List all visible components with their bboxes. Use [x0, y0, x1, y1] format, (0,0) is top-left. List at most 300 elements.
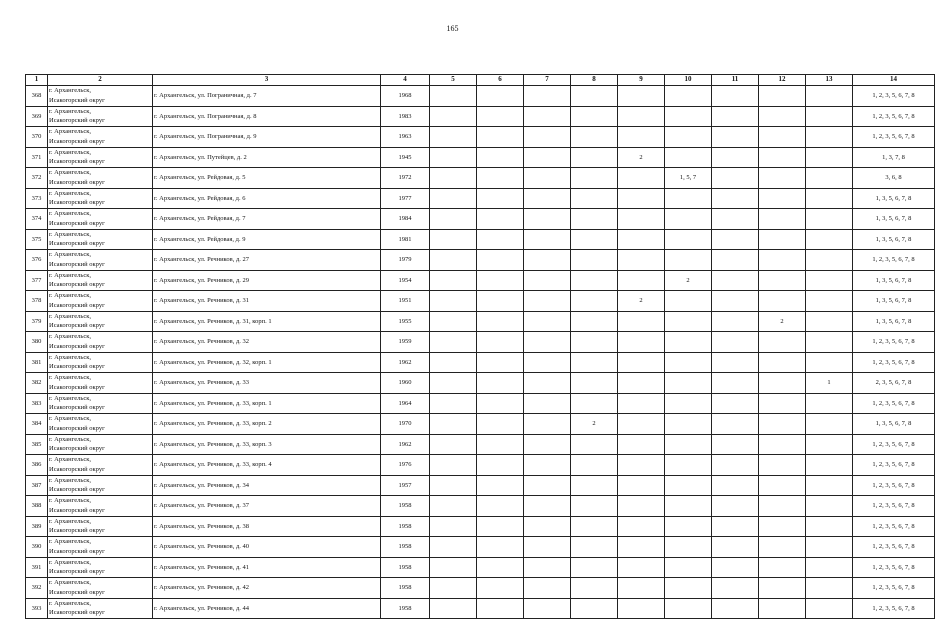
- value-cell-13: [806, 496, 853, 517]
- value-cell-10: [665, 434, 712, 455]
- value-cell-13: [806, 86, 853, 107]
- value-cell-11: [712, 106, 759, 127]
- value-cell-10: [665, 127, 712, 148]
- table-row: [26, 414, 935, 435]
- location-city: г. Архангельск,: [49, 292, 91, 300]
- value-cell-7: [524, 147, 571, 168]
- location-cell: [48, 537, 153, 558]
- value-cell-5: [430, 373, 477, 394]
- measures-cell: 1, 2, 3, 5, 6, 7, 8: [853, 127, 935, 148]
- row-number-cell: 384: [26, 414, 48, 435]
- table-row: [26, 352, 935, 373]
- column-header-12: 12: [759, 75, 806, 86]
- row-number-cell: 375: [26, 229, 48, 250]
- location-city: г. Архангельск,: [49, 497, 91, 505]
- value-cell-7: [524, 209, 571, 230]
- value-cell-12: [759, 332, 806, 353]
- table-row: [26, 475, 935, 496]
- address-cell: г. Архангельск, ул. Путейцев, д. 2: [153, 147, 381, 168]
- value-cell-13: [806, 209, 853, 230]
- location-district: Исакогорский округ: [49, 465, 105, 473]
- value-cell-5: [430, 147, 477, 168]
- value-cell-9: [618, 557, 665, 578]
- address-cell: г. Архангельск, ул. Речников, д. 44: [153, 598, 381, 619]
- measures-cell: 1, 2, 3, 5, 6, 7, 8: [853, 352, 935, 373]
- value-cell-7: [524, 414, 571, 435]
- value-cell-10: [665, 414, 712, 435]
- value-cell-11: [712, 86, 759, 107]
- value-cell-5: [430, 250, 477, 271]
- value-cell-7: [524, 496, 571, 517]
- address-cell: г. Архангельск, ул. Речников, д. 32, корп. 1: [153, 352, 381, 373]
- row-number-cell: 386: [26, 455, 48, 476]
- value-cell-5: [430, 291, 477, 312]
- column-header-14: 14: [853, 75, 935, 86]
- location-cell: [48, 250, 153, 271]
- table-row: [26, 578, 935, 599]
- value-cell-12: [759, 209, 806, 230]
- row-number-cell: 377: [26, 270, 48, 291]
- value-cell-6: [477, 475, 524, 496]
- row-number-cell: 380: [26, 332, 48, 353]
- table-row: [26, 291, 935, 312]
- value-cell-12: [759, 598, 806, 619]
- value-cell-5: [430, 455, 477, 476]
- column-header-9: 9: [618, 75, 665, 86]
- value-cell-10: [665, 106, 712, 127]
- value-cell-5: [430, 86, 477, 107]
- row-number-cell: 390: [26, 537, 48, 558]
- location-city: г. Архангельск,: [49, 435, 91, 443]
- value-cell-7: [524, 168, 571, 189]
- value-cell-10: 2: [665, 270, 712, 291]
- address-cell: г. Архангельск, ул. Пограничная, д. 7: [153, 86, 381, 107]
- value-cell-13: [806, 393, 853, 414]
- table-row: [26, 434, 935, 455]
- year-cell: 1976: [381, 455, 430, 476]
- location-district: Исакогорский округ: [49, 260, 105, 268]
- table-row: [26, 455, 935, 476]
- location-city: г. Архангельск,: [49, 210, 91, 218]
- value-cell-5: [430, 537, 477, 558]
- location-district: Исакогорский округ: [49, 588, 105, 596]
- year-cell: 1958: [381, 557, 430, 578]
- value-cell-5: [430, 106, 477, 127]
- location-city: г. Архангельск,: [49, 538, 91, 546]
- value-cell-11: [712, 557, 759, 578]
- value-cell-12: [759, 291, 806, 312]
- value-cell-10: [665, 291, 712, 312]
- value-cell-13: [806, 537, 853, 558]
- value-cell-6: [477, 270, 524, 291]
- address-cell: г. Архангельск, ул. Пограничная, д. 9: [153, 127, 381, 148]
- value-cell-13: [806, 414, 853, 435]
- value-cell-7: [524, 475, 571, 496]
- value-cell-5: [430, 127, 477, 148]
- column-header-4: 4: [381, 75, 430, 86]
- column-header-13: 13: [806, 75, 853, 86]
- value-cell-7: [524, 352, 571, 373]
- value-cell-9: [618, 414, 665, 435]
- location-city: г. Архангельск,: [49, 353, 91, 361]
- value-cell-10: [665, 311, 712, 332]
- location-city: г. Архангельск,: [49, 333, 91, 341]
- value-cell-7: [524, 557, 571, 578]
- value-cell-13: [806, 127, 853, 148]
- value-cell-6: [477, 516, 524, 537]
- location-district: Исакогорский округ: [49, 506, 105, 514]
- value-cell-5: [430, 270, 477, 291]
- table-row: [26, 598, 935, 619]
- year-cell: 1983: [381, 106, 430, 127]
- value-cell-11: [712, 373, 759, 394]
- location-city: г. Архангельск,: [49, 579, 91, 587]
- column-header-7: 7: [524, 75, 571, 86]
- value-cell-8: [571, 229, 618, 250]
- table-row: [26, 557, 935, 578]
- location-district: Исакогорский округ: [49, 445, 105, 453]
- value-cell-5: [430, 475, 477, 496]
- value-cell-7: [524, 332, 571, 353]
- year-cell: 1958: [381, 496, 430, 517]
- value-cell-10: [665, 373, 712, 394]
- value-cell-12: [759, 106, 806, 127]
- value-cell-8: [571, 168, 618, 189]
- table-row: [26, 86, 935, 107]
- year-cell: 1962: [381, 434, 430, 455]
- value-cell-5: [430, 434, 477, 455]
- column-header-6: 6: [477, 75, 524, 86]
- value-cell-9: [618, 434, 665, 455]
- row-number-cell: 382: [26, 373, 48, 394]
- location-cell: [48, 578, 153, 599]
- measures-cell: 1, 2, 3, 5, 6, 7, 8: [853, 434, 935, 455]
- value-cell-10: [665, 209, 712, 230]
- value-cell-11: [712, 475, 759, 496]
- value-cell-6: [477, 393, 524, 414]
- value-cell-11: [712, 229, 759, 250]
- value-cell-5: [430, 168, 477, 189]
- value-cell-6: [477, 373, 524, 394]
- value-cell-7: [524, 250, 571, 271]
- row-number-cell: 373: [26, 188, 48, 209]
- value-cell-12: [759, 537, 806, 558]
- year-cell: 1945: [381, 147, 430, 168]
- address-cell: г. Архангельск, ул. Рейдовая, д. 5: [153, 168, 381, 189]
- location-district: Исакогорский округ: [49, 527, 105, 535]
- location-cell: [48, 291, 153, 312]
- measures-cell: 1, 2, 3, 5, 6, 7, 8: [853, 332, 935, 353]
- column-header-3: 3: [153, 75, 381, 86]
- value-cell-7: [524, 393, 571, 414]
- value-cell-9: [618, 86, 665, 107]
- value-cell-11: [712, 209, 759, 230]
- value-cell-9: [618, 188, 665, 209]
- year-cell: 1958: [381, 516, 430, 537]
- row-number-cell: 385: [26, 434, 48, 455]
- address-cell: г. Архангельск, ул. Речников, д. 31: [153, 291, 381, 312]
- value-cell-7: [524, 291, 571, 312]
- value-cell-11: [712, 537, 759, 558]
- value-cell-8: [571, 578, 618, 599]
- value-cell-8: [571, 86, 618, 107]
- year-cell: 1979: [381, 250, 430, 271]
- value-cell-13: [806, 598, 853, 619]
- value-cell-7: [524, 86, 571, 107]
- address-cell: г. Архангельск, ул. Речников, д. 34: [153, 475, 381, 496]
- value-cell-8: [571, 475, 618, 496]
- value-cell-8: [571, 496, 618, 517]
- location-district: Исакогорский округ: [49, 96, 105, 104]
- value-cell-6: [477, 332, 524, 353]
- value-cell-12: [759, 516, 806, 537]
- value-cell-9: [618, 373, 665, 394]
- measures-cell: 1, 3, 5, 6, 7, 8: [853, 311, 935, 332]
- value-cell-12: [759, 250, 806, 271]
- address-cell: г. Архангельск, ул. Речников, д. 33, корп. 3: [153, 434, 381, 455]
- value-cell-8: [571, 352, 618, 373]
- table-row: [26, 332, 935, 353]
- location-district: Исакогорский округ: [49, 301, 105, 309]
- value-cell-12: [759, 352, 806, 373]
- value-cell-11: [712, 352, 759, 373]
- location-cell: [48, 229, 153, 250]
- location-city: г. Архангельск,: [49, 87, 91, 95]
- row-number-cell: 370: [26, 127, 48, 148]
- location-cell: [48, 373, 153, 394]
- measures-cell: 1, 2, 3, 5, 6, 7, 8: [853, 496, 935, 517]
- value-cell-13: [806, 270, 853, 291]
- measures-cell: 1, 2, 3, 5, 6, 7, 8: [853, 106, 935, 127]
- value-cell-7: [524, 516, 571, 537]
- location-district: Исакогорский округ: [49, 363, 105, 371]
- measures-cell: 1, 2, 3, 5, 6, 7, 8: [853, 578, 935, 599]
- value-cell-10: [665, 250, 712, 271]
- value-cell-11: [712, 188, 759, 209]
- value-cell-8: [571, 147, 618, 168]
- year-cell: 1963: [381, 127, 430, 148]
- year-cell: 1957: [381, 475, 430, 496]
- location-cell: [48, 516, 153, 537]
- value-cell-6: [477, 86, 524, 107]
- value-cell-6: [477, 291, 524, 312]
- value-cell-10: [665, 188, 712, 209]
- housing-register-table: [25, 74, 935, 619]
- table-row: [26, 311, 935, 332]
- location-cell: [48, 209, 153, 230]
- measures-cell: 1, 2, 3, 5, 6, 7, 8: [853, 598, 935, 619]
- location-district: Исакогорский округ: [49, 117, 105, 125]
- value-cell-10: [665, 516, 712, 537]
- location-cell: [48, 147, 153, 168]
- location-city: г. Архангельск,: [49, 271, 91, 279]
- year-cell: 1958: [381, 578, 430, 599]
- value-cell-13: [806, 332, 853, 353]
- column-header-2: 2: [48, 75, 153, 86]
- measures-cell: 1, 2, 3, 5, 6, 7, 8: [853, 475, 935, 496]
- address-cell: г. Архангельск, ул. Речников, д. 37: [153, 496, 381, 517]
- measures-cell: 1, 2, 3, 5, 6, 7, 8: [853, 537, 935, 558]
- location-city: г. Архангельск,: [49, 374, 91, 382]
- location-cell: [48, 557, 153, 578]
- value-cell-7: [524, 188, 571, 209]
- value-cell-10: 1, 5, 7: [665, 168, 712, 189]
- location-cell: [48, 352, 153, 373]
- value-cell-12: [759, 147, 806, 168]
- location-city: г. Архангельск,: [49, 517, 91, 525]
- value-cell-9: [618, 332, 665, 353]
- year-cell: 1955: [381, 311, 430, 332]
- value-cell-8: [571, 516, 618, 537]
- value-cell-7: [524, 229, 571, 250]
- value-cell-12: [759, 373, 806, 394]
- value-cell-6: [477, 414, 524, 435]
- value-cell-13: [806, 578, 853, 599]
- value-cell-9: [618, 106, 665, 127]
- value-cell-6: [477, 250, 524, 271]
- year-cell: 1972: [381, 168, 430, 189]
- measures-cell: 1, 3, 5, 6, 7, 8: [853, 270, 935, 291]
- location-district: Исакогорский округ: [49, 199, 105, 207]
- year-cell: 1960: [381, 373, 430, 394]
- value-cell-6: [477, 168, 524, 189]
- value-cell-12: [759, 127, 806, 148]
- value-cell-9: [618, 168, 665, 189]
- value-cell-6: [477, 188, 524, 209]
- value-cell-8: [571, 270, 618, 291]
- value-cell-9: [618, 311, 665, 332]
- table-row: [26, 250, 935, 271]
- row-number-cell: 371: [26, 147, 48, 168]
- table-row: [26, 188, 935, 209]
- page-number: 165: [446, 24, 459, 33]
- value-cell-7: [524, 106, 571, 127]
- year-cell: 1970: [381, 414, 430, 435]
- measures-cell: 1, 2, 3, 5, 6, 7, 8: [853, 250, 935, 271]
- value-cell-13: [806, 455, 853, 476]
- table-row: [26, 373, 935, 394]
- address-cell: г. Архангельск, ул. Рейдовая, д. 9: [153, 229, 381, 250]
- value-cell-9: [618, 229, 665, 250]
- measures-cell: 1, 3, 5, 6, 7, 8: [853, 188, 935, 209]
- measures-cell: 1, 3, 5, 6, 7, 8: [853, 209, 935, 230]
- value-cell-6: [477, 557, 524, 578]
- value-cell-9: [618, 250, 665, 271]
- address-cell: г. Архангельск, ул. Речников, д. 32: [153, 332, 381, 353]
- value-cell-9: 2: [618, 291, 665, 312]
- table-row: [26, 270, 935, 291]
- location-district: Исакогорский округ: [49, 240, 105, 248]
- location-district: Исакогорский округ: [49, 547, 105, 555]
- location-cell: [48, 496, 153, 517]
- value-cell-9: [618, 475, 665, 496]
- location-district: Исакогорский округ: [49, 424, 105, 432]
- value-cell-10: [665, 496, 712, 517]
- address-cell: г. Архангельск, ул. Речников, д. 33, корп. 2: [153, 414, 381, 435]
- row-number-cell: 381: [26, 352, 48, 373]
- value-cell-10: [665, 86, 712, 107]
- value-cell-5: [430, 496, 477, 517]
- address-cell: г. Архангельск, ул. Речников, д. 42: [153, 578, 381, 599]
- value-cell-10: [665, 332, 712, 353]
- row-number-cell: 392: [26, 578, 48, 599]
- location-city: г. Архангельск,: [49, 128, 91, 136]
- row-number-cell: 391: [26, 557, 48, 578]
- location-district: Исакогорский округ: [49, 568, 105, 576]
- row-number-cell: 383: [26, 393, 48, 414]
- value-cell-11: [712, 516, 759, 537]
- value-cell-6: [477, 209, 524, 230]
- column-header-5: 5: [430, 75, 477, 86]
- value-cell-5: [430, 209, 477, 230]
- location-city: г. Архангельск,: [49, 599, 91, 607]
- value-cell-10: [665, 578, 712, 599]
- value-cell-9: [618, 496, 665, 517]
- location-cell: [48, 414, 153, 435]
- measures-cell: 1, 3, 5, 6, 7, 8: [853, 291, 935, 312]
- value-cell-11: [712, 598, 759, 619]
- value-cell-7: [524, 537, 571, 558]
- value-cell-8: [571, 332, 618, 353]
- year-cell: 1962: [381, 352, 430, 373]
- value-cell-8: [571, 434, 618, 455]
- measures-cell: 3, 6, 8: [853, 168, 935, 189]
- measures-cell: 2, 3, 5, 6, 7, 8: [853, 373, 935, 394]
- column-header-1: 1: [26, 75, 48, 86]
- location-cell: [48, 168, 153, 189]
- table-row: [26, 229, 935, 250]
- value-cell-10: [665, 537, 712, 558]
- value-cell-12: [759, 188, 806, 209]
- value-cell-9: [618, 127, 665, 148]
- column-header-10: 10: [665, 75, 712, 86]
- location-cell: [48, 434, 153, 455]
- header-row: [26, 75, 935, 86]
- location-city: г. Архангельск,: [49, 107, 91, 115]
- value-cell-11: [712, 332, 759, 353]
- address-cell: г. Архангельск, ул. Речников, д. 38: [153, 516, 381, 537]
- value-cell-8: [571, 557, 618, 578]
- value-cell-7: [524, 598, 571, 619]
- value-cell-6: [477, 434, 524, 455]
- location-cell: [48, 455, 153, 476]
- address-cell: г. Архангельск, ул. Речников, д. 41: [153, 557, 381, 578]
- value-cell-12: [759, 168, 806, 189]
- value-cell-6: [477, 147, 524, 168]
- location-district: Исакогорский округ: [49, 219, 105, 227]
- year-cell: 1981: [381, 229, 430, 250]
- location-cell: [48, 393, 153, 414]
- value-cell-5: [430, 393, 477, 414]
- value-cell-8: [571, 311, 618, 332]
- value-cell-12: [759, 270, 806, 291]
- value-cell-5: [430, 352, 477, 373]
- value-cell-8: [571, 106, 618, 127]
- address-cell: г. Архангельск, ул. Пограничная, д. 8: [153, 106, 381, 127]
- row-number-cell: 379: [26, 311, 48, 332]
- value-cell-12: [759, 557, 806, 578]
- value-cell-6: [477, 229, 524, 250]
- row-number-cell: 369: [26, 106, 48, 127]
- location-cell: [48, 127, 153, 148]
- table-row: [26, 168, 935, 189]
- row-number-cell: 393: [26, 598, 48, 619]
- value-cell-12: [759, 434, 806, 455]
- value-cell-9: [618, 578, 665, 599]
- row-number-cell: 389: [26, 516, 48, 537]
- value-cell-5: [430, 414, 477, 435]
- value-cell-6: [477, 537, 524, 558]
